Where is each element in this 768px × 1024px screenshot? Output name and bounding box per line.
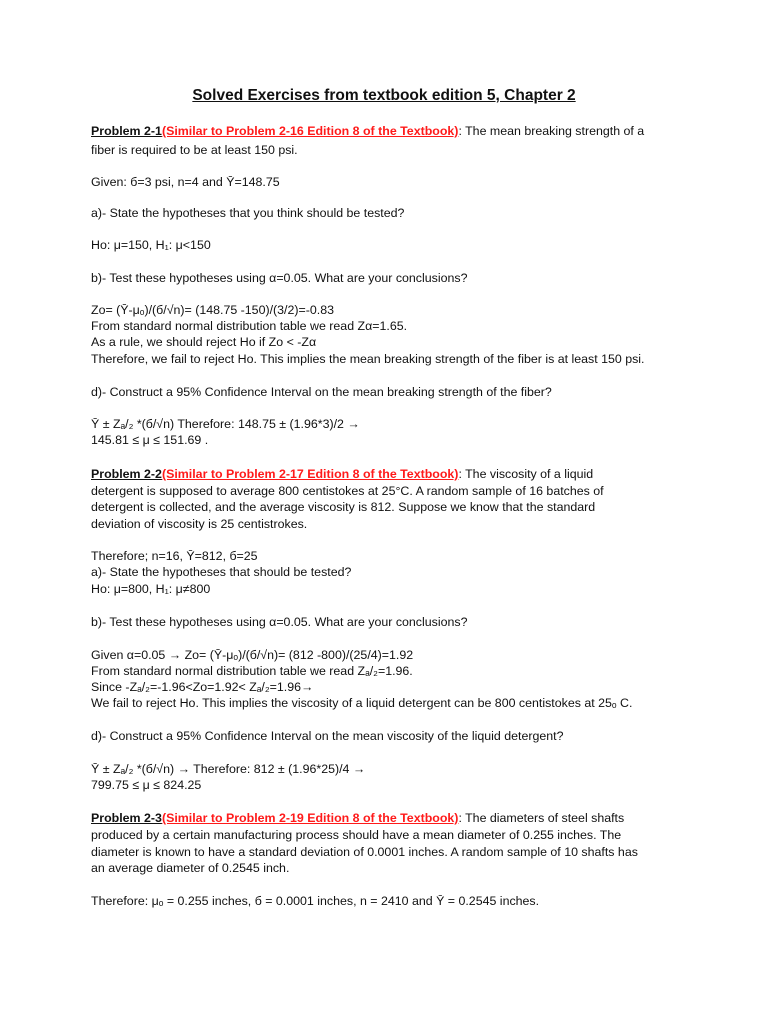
problem-2-1-question-a: a)- State the hypotheses that you think should be tested?	[91, 206, 405, 220]
problem-2-2-intro: The viscosity of a liquid	[461, 467, 594, 481]
problem-2-3-intro-line: an average diameter of 0.2545 inch.	[91, 861, 290, 875]
problem-2-1-question-d: d)- Construct a 95% Confidence Interval on the mean breaking strength of the fiber?	[91, 385, 552, 399]
problem-2-1-ci-result: 145.81 ≤ μ ≤ 151.69 .	[91, 433, 209, 447]
problem-2-2-question-a: a)- State the hypotheses that should be tested?	[91, 565, 352, 579]
problem-2-1-intro: The mean breaking strength of a	[461, 124, 645, 138]
problem-2-2-intro-line: detergent is collected, and the average viscosity is 812. Suppose we know that the standard	[91, 500, 596, 514]
problem-2-2-intro-line: detergent is supposed to average 800 centistokes at 25°C. A random sample of 16 batches of	[91, 484, 604, 498]
problem-2-3-similar-note: (Similar to Problem 2-19 Edition 8 of the Textbook)	[161, 811, 459, 825]
problem-2-2-zo-calc: Given α=0.05 → Zo= (Ȳ-μₒ)/(б/√n)= (812 -800)/(25/4)=1.92	[91, 648, 414, 662]
problem-2-1-ci-formula: Ȳ ± Zₐ/₂ *(б/√n) Therefore: 148.75 ± (1.96*3)/2 →	[91, 417, 360, 431]
page-title: Solved Exercises from textbook edition 5, Chapter 2	[192, 87, 576, 104]
problem-2-1-question-b: b)- Test these hypotheses using α=0.05. What are your conclusions?	[91, 271, 468, 285]
problem-2-2-conclusion: We fail to reject Ho. This implies the viscosity of a liquid detergent can be 800 centistokes at 25ₒ C.	[91, 696, 633, 710]
problem-2-2-ci-result: 799.75 ≤ μ ≤ 824.25	[91, 778, 202, 792]
problem-2-1-label: Problem 2-1	[91, 124, 162, 138]
problem-2-2-given: Therefore; n=16, Ȳ=812, б=25	[91, 549, 258, 563]
problem-2-2-since: Since -Zₐ/₂=-1.96<Zo=1.92< Zₐ/₂=1.96→	[91, 680, 314, 694]
problem-2-3-intro-line: diameter is known to have a standard deviation of 0.0001 inches. A random sample of 10 shafts has	[91, 845, 638, 859]
problem-2-1-conclusion: Therefore, we fail to reject Ho. This implies the mean breaking strength of the fiber is at least 150 psi.	[91, 352, 645, 366]
problem-2-1-hypotheses: Ho: μ=150, H₁: μ<150	[91, 238, 211, 252]
problem-2-1-similar-note: (Similar to Problem 2-16 Edition 8 of the Textbook)	[161, 124, 459, 138]
problem-2-1-zo-calc: Zo= (Ȳ-μₒ)/(б/√n)= (148.75 -150)/(3/2)=-0.83	[91, 303, 334, 317]
problem-2-3-intro-line: produced by a certain manufacturing process should have a mean diameter of 0.255 inches. The	[91, 828, 622, 842]
problem-2-2-label: Problem 2-2	[91, 467, 162, 481]
problem-2-1-given: Given: б=3 psi, n=4 and Ȳ=148.75	[91, 175, 280, 189]
problem-2-1-rule: As a rule, we should reject Ho if Zo < -Zα	[91, 335, 317, 349]
problem-2-3-given: Therefore: μₒ = 0.255 inches, б = 0.0001 inches, n = 2410 and Ȳ = 0.2545 inches.	[91, 894, 540, 908]
problem-2-1-intro-line: fiber is required to be at least 150 psi.	[91, 143, 298, 157]
problem-2-2-question-b: b)- Test these hypotheses using α=0.05. What are your conclusions?	[91, 615, 468, 629]
problem-2-2-question-d: d)- Construct a 95% Confidence Interval on the mean viscosity of the liquid detergent?	[91, 729, 564, 743]
problem-2-3-label: Problem 2-3	[91, 811, 162, 825]
problem-2-2-ci-formula: Ȳ ± Zₐ/₂ *(б/√n) → Therefore: 812 ± (1.96*25)/4 →	[91, 762, 366, 776]
problem-2-3-intro: The diameters of steel shafts	[461, 811, 625, 825]
problem-2-2-similar-note: (Similar to Problem 2-17 Edition 8 of the Textbook)	[161, 467, 459, 481]
problem-2-1-heading-line: Problem 2-1(Similar to Problem 2-16 Edition 8 of the Textbook): The mean breaking strength of a	[91, 124, 645, 138]
problem-2-2-intro-line: deviation of viscosity is 25 centistrokes.	[91, 517, 308, 531]
problem-2-2-table-read: From standard normal distribution table we read Zₐ/₂=1.96.	[91, 664, 413, 678]
problem-2-2-heading-line: Problem 2-2(Similar to Problem 2-17 Edition 8 of the Textbook): The viscosity of a liquid	[91, 467, 594, 481]
problem-2-2-hypotheses: Ho: μ=800, H₁: μ≠800	[91, 582, 211, 596]
problem-2-1-table-read: From standard normal distribution table we read Zα=1.65.	[91, 319, 408, 333]
problem-2-3-heading-line: Problem 2-3(Similar to Problem 2-19 Edition 8 of the Textbook): The diameters of steel shafts	[91, 811, 625, 825]
